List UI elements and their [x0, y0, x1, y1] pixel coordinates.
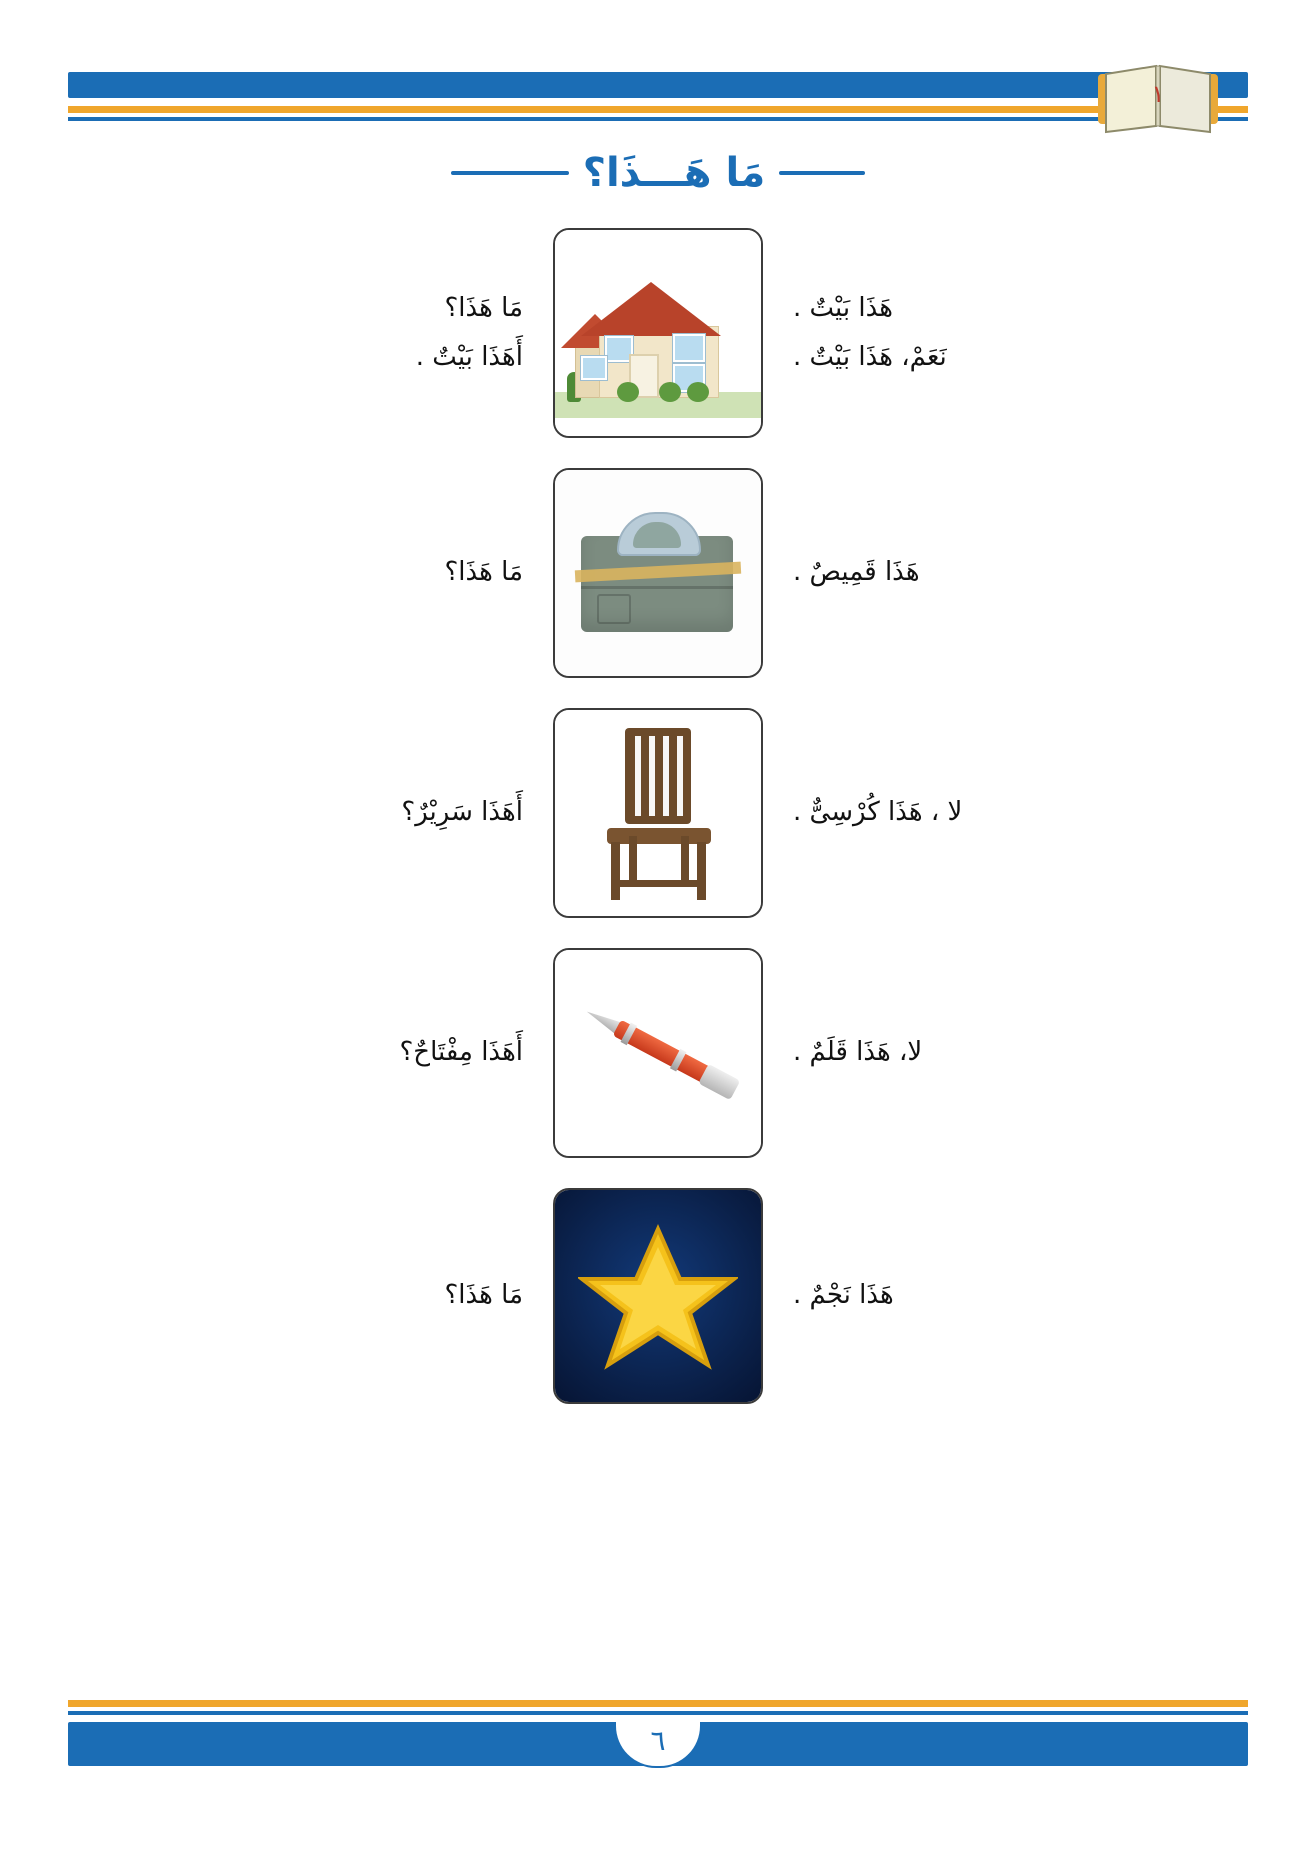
answer-line: هَذَا قَمِيصٌ . [793, 557, 920, 588]
exercise-row-chair [0, 708, 1316, 918]
title-rule-right [451, 171, 569, 175]
chair-photo [553, 708, 763, 918]
house-photo [553, 228, 763, 438]
question-line: مَا هَذَا؟ [444, 557, 523, 588]
shirt-photo [553, 468, 763, 678]
answer-line: لا ، هَذَا كُرْسِىٌّ . [793, 797, 963, 828]
title-rule-left [779, 171, 865, 175]
open-book-icon [1098, 60, 1218, 138]
answer-text-star [763, 1271, 1153, 1320]
footer-thin-blue-bar [68, 1711, 1248, 1715]
page-number: ٦ [650, 1724, 666, 1757]
answer-text-pen [763, 1028, 1153, 1077]
answer-text-house [763, 284, 1153, 383]
answer-line: لا، هَذَا قَلَمٌ . [793, 1037, 923, 1068]
question-line: أَهَذَا سَرِيْرٌ؟ [401, 797, 523, 828]
answer-text-chair [763, 788, 1153, 837]
svg-text:١: ١ [1151, 80, 1165, 108]
pen-photo [553, 948, 763, 1158]
header-thin-blue-bar [68, 117, 1248, 121]
question-text-pen [163, 1028, 553, 1077]
question-text-star [163, 1271, 553, 1320]
question-line: مَا هَذَا؟ [444, 1280, 523, 1311]
answer-text-shirt [763, 548, 1153, 597]
answer-line: نَعَمْ، هَذَا بَيْتٌ . [793, 342, 947, 372]
exercise-row-pen [0, 948, 1316, 1158]
exercise-list [0, 228, 1316, 1434]
question-text-chair [163, 788, 553, 837]
question-line: أَهَذَا بَيْتٌ . [415, 342, 523, 372]
question-line: مَا هَذَا؟ [444, 292, 523, 323]
question-line: أَهَذَا مِفْتَاحٌ؟ [399, 1037, 523, 1068]
question-text-house [163, 284, 553, 383]
page-title [0, 150, 1316, 196]
star-photo [553, 1188, 763, 1404]
header-gold-bar [68, 106, 1248, 113]
answer-line: هَذَا بَيْتٌ . [793, 292, 893, 323]
exercise-row-star [0, 1188, 1316, 1404]
header-blue-bar [68, 72, 1248, 98]
question-text-shirt [163, 548, 553, 597]
exercise-row-shirt [0, 468, 1316, 678]
footer-gold-bar [68, 1700, 1248, 1707]
answer-line: هَذَا نَجْمٌ . [793, 1280, 894, 1311]
page-title-text: مَا هَـــذَا؟ [582, 150, 766, 196]
star-icon [578, 1221, 738, 1371]
page-header [68, 72, 1248, 134]
exercise-row-house [0, 228, 1316, 438]
page-footer [68, 1700, 1248, 1784]
